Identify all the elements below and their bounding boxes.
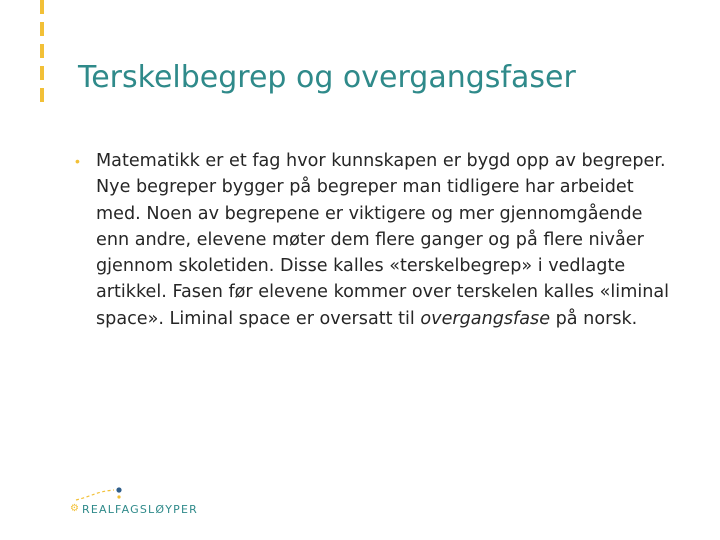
bullet-icon: •	[75, 153, 80, 169]
gear-icon: ⚙	[70, 503, 79, 514]
bullet-item	[75, 148, 675, 332]
slide-title: Terskelbegrep og overgangsfaser	[78, 60, 576, 95]
slide-body	[75, 148, 675, 332]
accent-bar	[40, 0, 44, 116]
realfagsloyper-logo	[70, 486, 200, 526]
bullet-text-part-2: på norsk.	[550, 308, 638, 329]
bullet-text-part-1: Matematikk er et fag hvor kunnskapen er bygd opp av begreper. Nye begreper bygger på begreper man tidligere har arbeidet med. Noen av begrepene er viktigere og mer gjennomgående enn andre, elevene møter dem flere ganger og på flere nivåer gjennom skoletiden. Disse kalles «terskelbegrep» i vedlagte artikkel. Fasen før elevene kommer over terskelen kalles «liminal space». Liminal space er oversatt til	[96, 151, 670, 329]
bullet-text	[96, 148, 675, 332]
logo-text: REALFAGSLØYPER	[82, 503, 198, 516]
bullet-text-emphasis: overgangsfase	[420, 308, 551, 329]
